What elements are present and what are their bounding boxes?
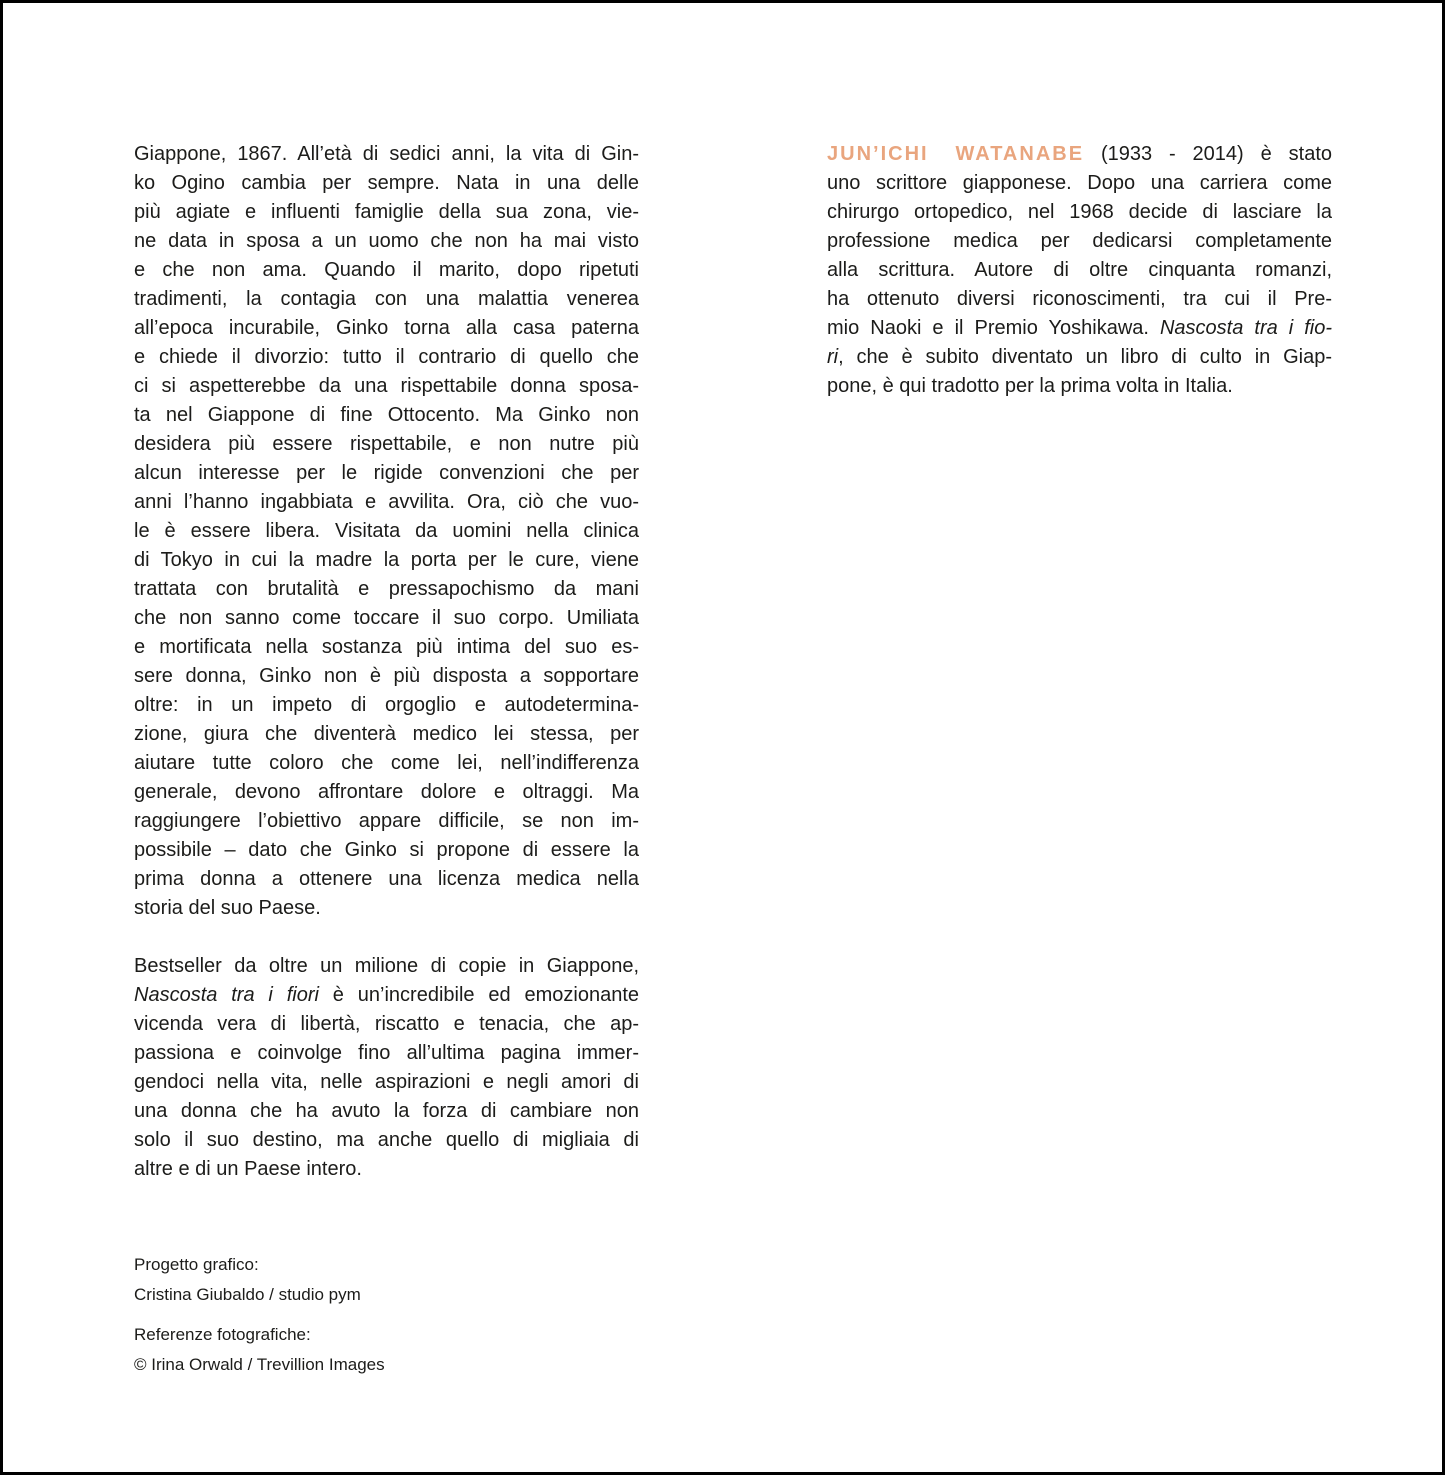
text-line: chirurgo ortopedico, nel 1968 decide di lasciare la: [827, 201, 1332, 223]
text-line: di Tokyo in cui la madre la porta per le cure, viene: [134, 549, 639, 571]
credit-graphic-design: [134, 1250, 639, 1310]
text-line: le è essere libera. Visitata da uomini nella clinica: [134, 520, 639, 542]
text-line: oltre: in un impeto di orgoglio e autodetermina-: [134, 694, 639, 716]
text-line: aiutare tutte coloro che come lei, nell’indifferenza: [134, 752, 639, 774]
text-line: alla scrittura. Autore di oltre cinquanta romanzi,: [827, 259, 1332, 281]
text-line: ta nel Giappone di fine Ottocento. Ma Ginko non: [134, 404, 639, 426]
text-line: più agiate e influenti famiglie della sua zona, vie-: [134, 201, 639, 223]
text-line: sere donna, Ginko non è più disposta a sopportare: [134, 665, 639, 687]
text-line: anni l’hanno ingabbiata e avvilita. Ora, ciò che vuo-: [134, 491, 639, 513]
synopsis-paragraph-2: [134, 952, 639, 1184]
text-line: prima donna a ottenere una licenza medica nella: [134, 868, 639, 890]
text-line: Cristina Giubaldo / studio pym: [134, 1285, 361, 1304]
text-line: ci si aspetterebbe da una rispettabile donna sposa-: [134, 375, 639, 397]
text-line: pone, è qui tradotto per la prima volta in Italia.: [827, 375, 1233, 397]
text-line: desidera più essere rispettabile, e non nutre più: [134, 433, 639, 455]
text-line: solo il suo destino, ma anche quello di migliaia di: [134, 1129, 639, 1151]
text-line: ha ottenuto diversi riconoscimenti, tra cui il Pre-: [827, 288, 1332, 310]
text-segment: ri: [827, 346, 839, 368]
credits: [134, 1250, 639, 1380]
text-line: © Irina Orwald / Trevillion Images: [134, 1355, 385, 1374]
text-line: possibile – dato che Ginko si propone di essere la: [134, 839, 639, 861]
text-segment: Nascosta tra i fiori: [134, 984, 319, 1006]
text-line: ne data in sposa a un uomo che non ha mai visto: [134, 230, 639, 252]
right-column: [827, 140, 1332, 401]
text-line: passiona e coinvolge fino all’ultima pagina immer-: [134, 1042, 639, 1064]
text-line: e che non ama. Quando il marito, dopo ripetuti: [134, 259, 639, 281]
text-line: generale, devono affrontare dolore e oltraggi. Ma: [134, 781, 639, 803]
text-line: zione, giura che diventerà medico lei stessa, per: [134, 723, 639, 745]
text-line: Referenze fotografiche:: [134, 1325, 311, 1344]
text-line: [827, 140, 1332, 169]
text-line: tradimenti, la contagia con una malattia venerea: [134, 288, 639, 310]
text-line: che non sanno come toccare il suo corpo. Umiliata: [134, 607, 639, 629]
text-line: ko Ogino cambia per sempre. Nata in una delle: [134, 172, 639, 194]
text-segment: Nascosta tra i fio-: [1159, 317, 1333, 339]
text-line: Progetto grafico:: [134, 1255, 259, 1274]
text-line: [134, 981, 639, 1010]
text-line: gendoci nella vita, nelle aspirazioni e negli amori di: [134, 1071, 639, 1093]
synopsis-paragraph-1: [134, 140, 639, 923]
text-segment: , che è subito diventato un libro di culto in Giap-: [838, 346, 1332, 368]
text-line: e chiede il divorzio: tutto il contrario di quello che: [134, 346, 639, 368]
text-line: professione medica per dedicarsi completamente: [827, 230, 1332, 252]
text-line: Giappone, 1867. All’età di sedici anni, la vita di Gin-: [134, 143, 639, 165]
text-segment: è un’incredibile ed emozionante: [318, 984, 639, 1006]
text-segment: mio Naoki e il Premio Yoshikawa.: [827, 317, 1160, 339]
text-line: [827, 343, 1332, 372]
text-segment: (1933 - 2014) è stato: [1084, 143, 1332, 165]
credit-photo-references: [134, 1320, 639, 1380]
author-bio: [827, 140, 1332, 401]
text-line: Bestseller da oltre un milione di copie in Giappone,: [134, 955, 639, 977]
text-line: altre e di un Paese intero.: [134, 1158, 362, 1180]
text-line: all’epoca incurabile, Ginko torna alla casa paterna: [134, 317, 639, 339]
text-line: storia del suo Paese.: [134, 897, 321, 919]
left-column: [134, 140, 639, 1380]
text-line: alcun interesse per le rigide convenzioni che per: [134, 462, 639, 484]
text-line: trattata con brutalità e pressapochismo da mani: [134, 578, 639, 600]
text-line: raggiungere l’obiettivo appare difficile, se non im-: [134, 810, 639, 832]
text-line: uno scrittore giapponese. Dopo una carriera come: [827, 172, 1332, 194]
text-line: e mortificata nella sostanza più intima del suo es-: [134, 636, 639, 658]
text-line: una donna che ha avuto la forza di cambiare non: [134, 1100, 639, 1122]
text-line: vicenda vera di libertà, riscatto e tenacia, che ap-: [134, 1013, 639, 1035]
author-name: JUN’ICHI WATANABE: [827, 143, 1085, 165]
text-line: [827, 314, 1332, 343]
